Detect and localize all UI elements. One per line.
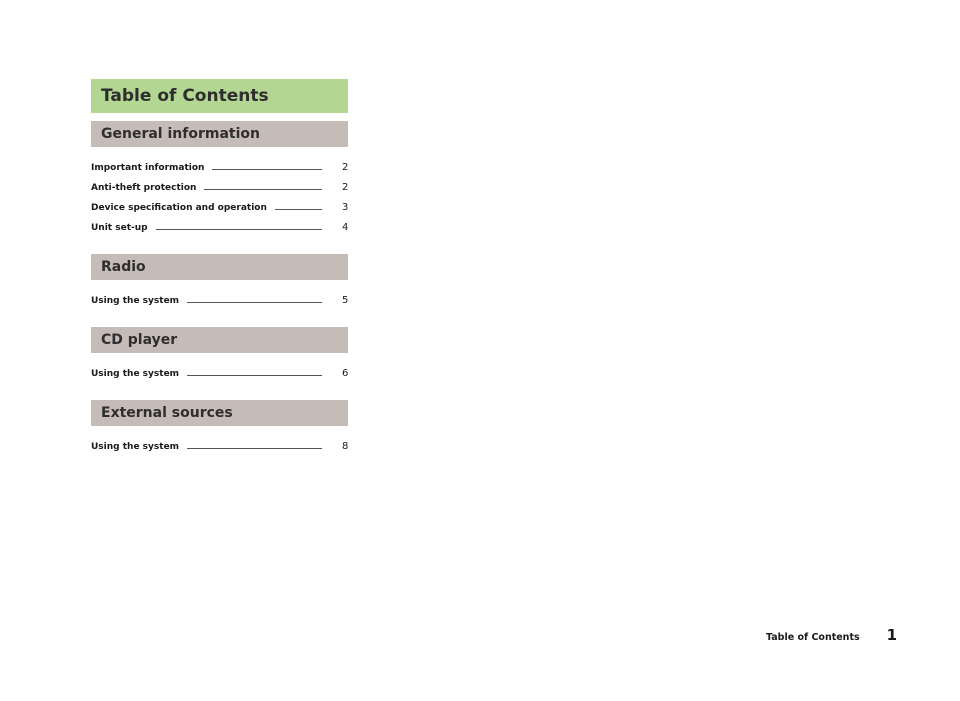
section-heading: General information xyxy=(91,121,348,147)
toc-section-general-information xyxy=(91,121,348,233)
entry-label: Using the system xyxy=(91,296,180,306)
leader-line xyxy=(156,229,322,230)
toc-title: Table of Contents xyxy=(91,79,348,113)
leader-line xyxy=(212,169,322,170)
entry-page: 2 xyxy=(342,182,349,193)
toc-entry[interactable] xyxy=(91,432,348,452)
toc-entry[interactable] xyxy=(91,173,348,193)
leader-line xyxy=(187,375,322,376)
leader-line xyxy=(187,302,322,303)
leader-line xyxy=(187,448,322,449)
toc-section-cd-player xyxy=(91,327,348,379)
toc-entry[interactable] xyxy=(91,286,348,306)
entry-page: 6 xyxy=(342,368,349,379)
section-heading: External sources xyxy=(91,400,348,426)
entry-label: Using the system xyxy=(91,369,180,379)
entry-label: Anti-theft protection xyxy=(91,183,197,193)
section-heading: Radio xyxy=(91,254,348,280)
toc-entry[interactable] xyxy=(91,193,348,213)
toc-entry[interactable] xyxy=(91,213,348,233)
entry-page: 2 xyxy=(342,162,349,173)
toc-section-external-sources xyxy=(91,400,348,452)
table-of-contents xyxy=(91,79,348,452)
entry-label: Unit set-up xyxy=(91,223,148,233)
leader-line xyxy=(204,189,322,190)
entry-page: 3 xyxy=(342,202,349,213)
page-number: 1 xyxy=(886,626,898,644)
entry-page: 4 xyxy=(342,222,349,233)
footer-label: Table of Contents xyxy=(766,632,860,643)
entry-label: Device specification and operation xyxy=(91,203,267,213)
entry-page: 5 xyxy=(342,295,349,306)
page-footer xyxy=(766,628,897,643)
toc-entry[interactable] xyxy=(91,359,348,379)
entry-page: 8 xyxy=(342,441,349,452)
toc-entry[interactable] xyxy=(91,153,348,173)
leader-line xyxy=(275,209,322,210)
entry-label: Using the system xyxy=(91,442,180,452)
entry-label: Important information xyxy=(91,163,205,173)
toc-section-radio xyxy=(91,254,348,306)
section-heading: CD player xyxy=(91,327,348,353)
